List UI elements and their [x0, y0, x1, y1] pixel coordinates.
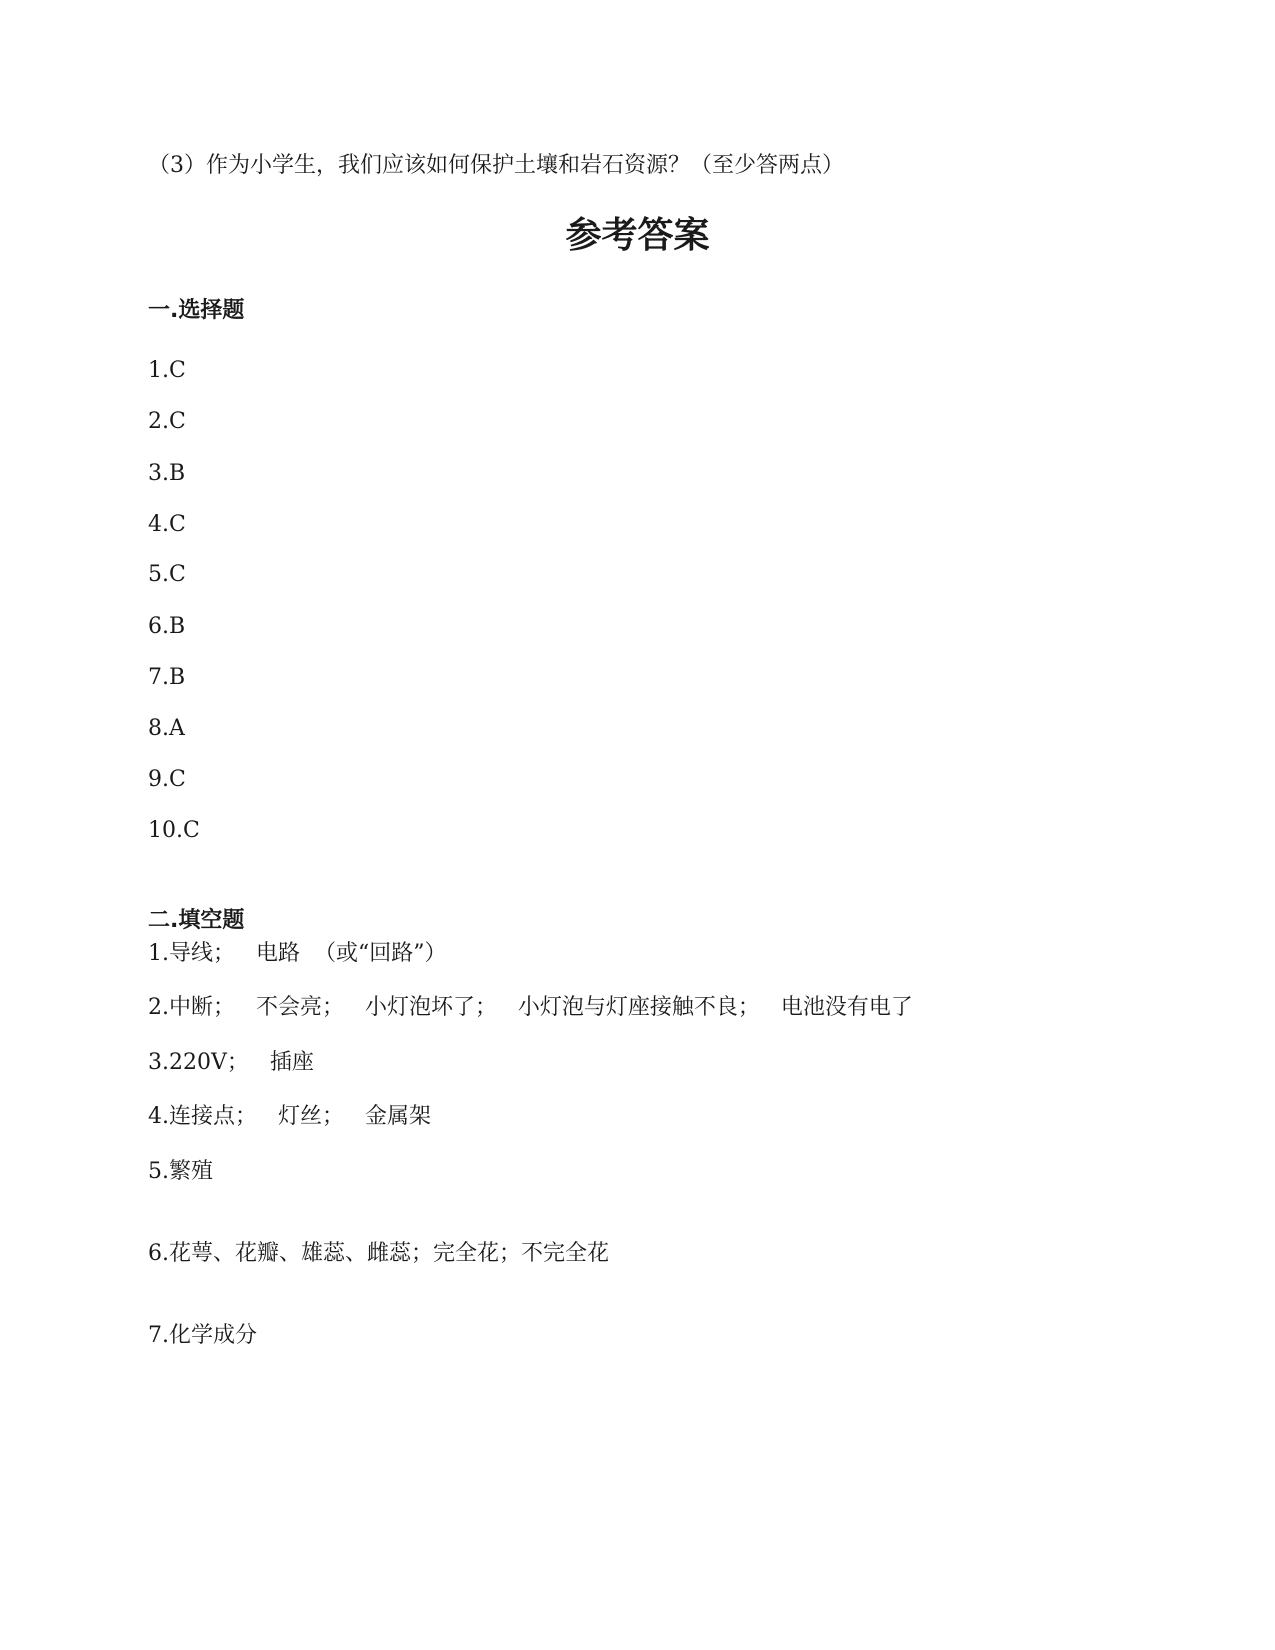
choice-answer: 2.C [148, 409, 186, 434]
choice-answer: 3.B [148, 461, 186, 486]
choice-answer: 8.A [148, 716, 185, 741]
choice-answer: 1.C [148, 358, 186, 383]
question-text: （3）作为小学生，我们应该如何保护土壤和岩石资源？（至少答两点） [148, 153, 844, 178]
choice-answer: 5.C [148, 562, 186, 587]
fill-answer: 7.化学成分 [148, 1323, 257, 1348]
section-heading-choice: 一.选择题 [148, 298, 245, 323]
fill-answer: 1.导线； 电路 （或“回路”） [148, 941, 447, 966]
choice-answer: 9.C [148, 767, 186, 792]
fill-answer: 4.连接点； 灯丝； 金属架 [148, 1104, 431, 1129]
choice-answer: 4.C [148, 512, 186, 537]
section-heading-fill: 二.填空题 [148, 908, 245, 933]
page-title: 参考答案 [565, 215, 710, 256]
choice-answer: 7.B [148, 665, 186, 690]
fill-answer: 2.中断； 不会亮； 小灯泡坏了； 小灯泡与灯座接触不良； 电池没有电了 [148, 995, 913, 1020]
fill-answer: 5.繁殖 [148, 1159, 213, 1184]
choice-answer: 10.C [148, 818, 200, 843]
choice-answer: 6.B [148, 614, 186, 639]
fill-answer: 6.花萼、花瓣、雄蕊、雌蕊；完全花；不完全花 [148, 1241, 609, 1266]
fill-answer: 3.220V； 插座 [148, 1050, 314, 1075]
